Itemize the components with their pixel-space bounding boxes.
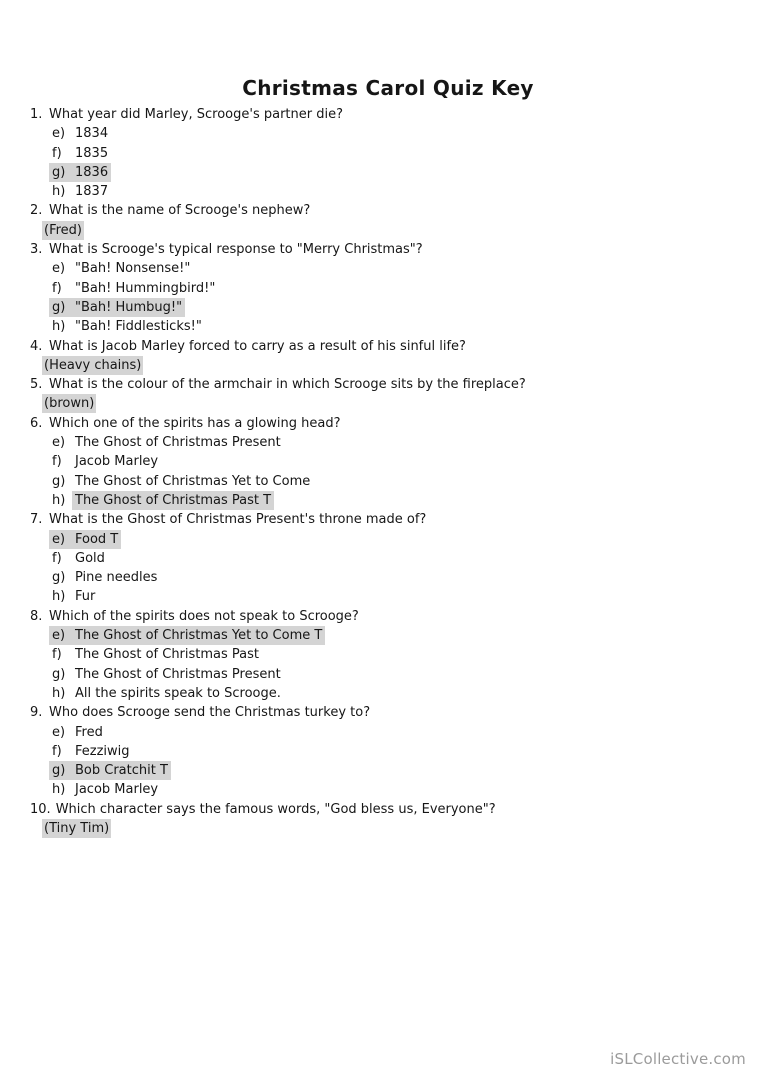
option-letter: e)	[52, 628, 66, 644]
option-letter: h)	[52, 492, 66, 508]
question-number: 7.	[30, 512, 43, 528]
question-block	[30, 240, 746, 336]
question-block	[30, 703, 746, 799]
option-text: 1834	[75, 126, 109, 142]
option-letter: h)	[52, 184, 66, 200]
question-line	[30, 375, 746, 394]
correct-answer-highlight: (brown)	[44, 396, 95, 412]
question-text: What is the name of Scrooge's nephew?	[49, 203, 311, 219]
question-number: 4.	[30, 338, 43, 354]
option-letter: e)	[52, 126, 66, 142]
question-number: 10.	[30, 801, 51, 817]
option-text: The Ghost of Christmas Present	[75, 666, 281, 682]
question-block	[30, 510, 746, 606]
correct-answer-highlight: (Fred)	[44, 222, 82, 238]
option-text: Gold	[75, 550, 105, 566]
option-letter: g)	[52, 473, 66, 489]
answer-line	[30, 394, 746, 413]
option-text: "Bah! Fiddlesticks!"	[75, 319, 202, 335]
option-text: 1836	[75, 164, 109, 180]
answer-line	[30, 221, 746, 240]
option-letter: h)	[52, 782, 66, 798]
option-text: Jacob Marley	[75, 782, 159, 798]
question-line	[30, 414, 746, 433]
option-text: The Ghost of Christmas Present	[75, 435, 281, 451]
answer-option	[30, 587, 746, 606]
option-letter: f)	[52, 550, 62, 566]
answer-option	[30, 144, 746, 163]
correct-answer-highlight	[49, 626, 325, 645]
answer-option	[30, 568, 746, 587]
page-title: Christmas Carol Quiz Key	[242, 76, 534, 100]
option-letter: h)	[52, 319, 66, 335]
answer-option	[30, 723, 746, 742]
option-text: Fred	[75, 724, 103, 740]
option-text: The Ghost of Christmas Yet to Come T	[75, 628, 323, 644]
question-number: 3.	[30, 242, 43, 258]
option-letter: f)	[52, 454, 62, 470]
answer-option	[30, 761, 746, 780]
option-text: Fezziwig	[75, 743, 130, 759]
question-block	[30, 414, 746, 510]
correct-answer-highlight	[49, 163, 111, 182]
answer-option	[30, 298, 746, 317]
option-letter: h)	[52, 589, 66, 605]
option-text: "Bah! Hummingbird!"	[75, 280, 216, 296]
answer-option	[30, 645, 746, 664]
answer-option	[30, 684, 746, 703]
question-number: 6.	[30, 415, 43, 431]
option-letter: f)	[52, 743, 62, 759]
question-number: 8.	[30, 608, 43, 624]
correct-answer-highlight	[72, 491, 274, 510]
answer-option	[30, 452, 746, 471]
question-number: 9.	[30, 705, 43, 721]
option-text: The Ghost of Christmas Past	[75, 647, 260, 663]
correct-answer-highlight	[49, 298, 185, 317]
question-line	[30, 800, 746, 819]
question-text: Which of the spirits does not speak to Scrooge?	[49, 608, 359, 624]
question-text: What is Jacob Marley forced to carry as a result of his sinful life?	[49, 338, 466, 354]
option-text: Pine needles	[75, 570, 158, 586]
option-text: The Ghost of Christmas Past T	[75, 492, 272, 508]
question-line	[30, 201, 746, 220]
correct-answer-highlight: (Heavy chains)	[44, 357, 142, 373]
answer-option	[30, 472, 746, 491]
option-text: The Ghost of Christmas Yet to Come	[75, 473, 311, 489]
answer-option	[30, 279, 746, 298]
answer-option	[30, 124, 746, 143]
option-text: All the spirits speak to Scrooge.	[75, 685, 281, 701]
answer-option	[30, 433, 746, 452]
option-letter: e)	[52, 435, 66, 451]
option-text: Food T	[75, 531, 119, 547]
option-text: "Bah! Humbug!"	[75, 299, 183, 315]
question-line	[30, 703, 746, 722]
question-line	[30, 607, 746, 626]
question-text: Which one of the spirits has a glowing head?	[49, 415, 341, 431]
question-number: 2.	[30, 203, 43, 219]
question-text: What is the Ghost of Christmas Present's throne made of?	[49, 512, 427, 528]
answer-option	[30, 259, 746, 278]
answer-option	[30, 491, 746, 510]
question-block	[30, 105, 746, 201]
question-block	[30, 607, 746, 703]
correct-answer-highlight: (Tiny Tim)	[44, 820, 110, 836]
option-letter: e)	[52, 724, 66, 740]
option-text: "Bah! Nonsense!"	[75, 261, 191, 277]
question-text: Which character says the famous words, "God bless us, Everyone"?	[55, 801, 496, 817]
question-block	[30, 201, 746, 240]
question-text: What is the colour of the armchair in which Scrooge sits by the fireplace?	[49, 377, 526, 393]
correct-answer-highlight	[49, 761, 171, 780]
question-text: Who does Scrooge send the Christmas turkey to?	[49, 705, 371, 721]
question-line	[30, 105, 746, 124]
question-number: 5.	[30, 377, 43, 393]
option-letter: g)	[52, 570, 66, 586]
option-letter: f)	[52, 145, 62, 161]
answer-line	[30, 819, 746, 838]
footer-watermark: iSLCollective.com	[610, 1050, 746, 1068]
option-text: Bob Cratchit T	[75, 763, 168, 779]
option-letter: g)	[52, 763, 66, 779]
option-letter: g)	[52, 666, 66, 682]
option-letter: e)	[52, 531, 66, 547]
question-number: 1.	[30, 107, 43, 122]
answer-option	[30, 163, 746, 182]
option-letter: h)	[52, 685, 66, 701]
question-line	[30, 510, 746, 529]
option-letter: f)	[52, 280, 62, 296]
option-text: Fur	[75, 589, 96, 605]
option-letter: g)	[52, 299, 66, 315]
option-letter: g)	[52, 164, 66, 180]
option-letter: f)	[52, 647, 62, 663]
answer-option	[30, 742, 746, 761]
answer-option	[30, 530, 746, 549]
answer-option	[30, 626, 746, 645]
option-letter: e)	[52, 261, 66, 277]
question-text: What is Scrooge's typical response to "Merry Christmas"?	[49, 242, 423, 258]
answer-option	[30, 549, 746, 568]
answer-line	[30, 356, 746, 375]
option-text: 1835	[75, 145, 109, 161]
correct-answer-highlight	[49, 530, 121, 549]
question-block	[30, 375, 746, 414]
question-text: What year did Marley, Scrooge's partner die?	[49, 107, 343, 122]
answer-option	[30, 665, 746, 684]
question-line	[30, 337, 746, 356]
question-block	[30, 800, 746, 839]
option-text: Jacob Marley	[75, 454, 159, 470]
answer-option	[30, 317, 746, 336]
question-block	[30, 337, 746, 376]
answer-option	[30, 780, 746, 799]
question-list	[30, 105, 746, 838]
answer-option	[30, 182, 746, 201]
option-text: 1837	[75, 184, 109, 200]
question-line	[30, 240, 746, 259]
